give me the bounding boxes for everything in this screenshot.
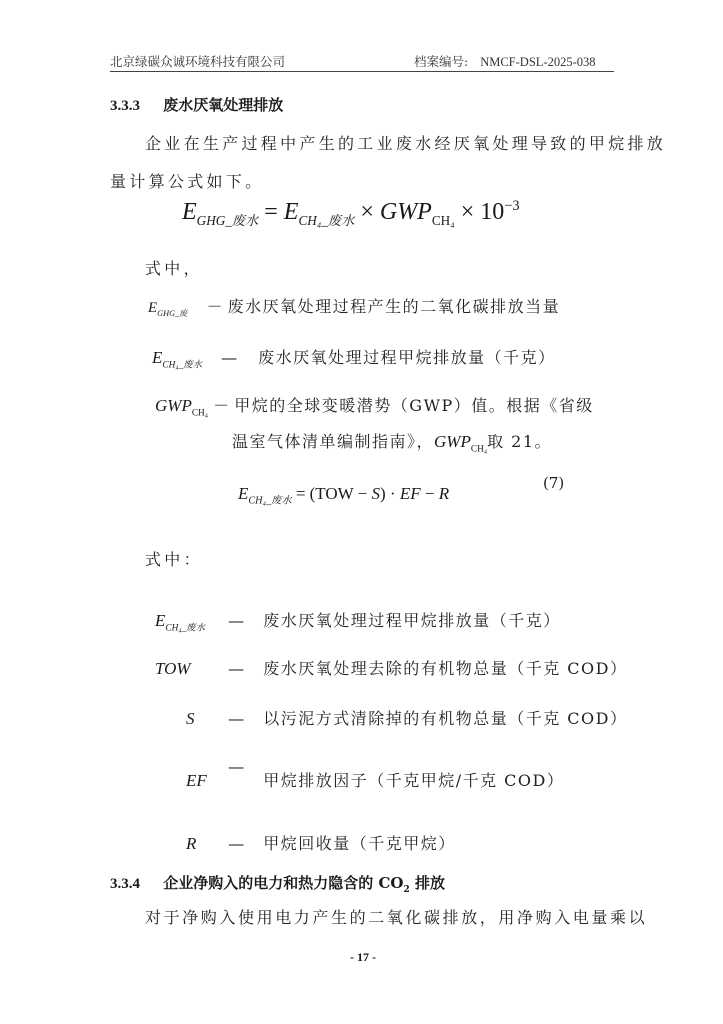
- header-company: 北京绿碳众诚环境科技有限公司: [110, 54, 286, 69]
- header-rule: [110, 71, 614, 72]
- section-title: 废水厌氧处理排放: [163, 96, 284, 114]
- file-number-label: 档案编号:: [414, 54, 469, 69]
- definition-ech4-2: $E_{CH_4\_废水}$ — 废水厌氧处理过程甲烷排放量（千克）: [155, 611, 561, 634]
- section-title: 企业净购入的电力和热力隐含的 $CO_2$ 排放: [163, 874, 445, 895]
- definition-gwp-line2: 温室气体清单编制指南》，$GWP_{CH_4}$取 21。: [232, 432, 553, 455]
- header-file-number: [414, 52, 596, 70]
- file-number-value: NMCF-DSL-2025-038: [480, 55, 596, 69]
- section-number: 3.3.3: [110, 98, 140, 114]
- section-number: 3.3.4: [110, 876, 140, 892]
- definition-ech4: $E_{CH_4\_废水}$ — 废水厌氧处理过程甲烷排放量（千克）: [152, 348, 556, 371]
- intro-line-2: 量计算公式如下。: [110, 172, 265, 191]
- definition-gwp: $GWP_{CH_4}$ － 甲烷的全球变暖潜势（GWP）值。根据《省级: [155, 396, 594, 419]
- where-label-1: 式中，: [145, 259, 203, 278]
- section-heading-334: [110, 872, 445, 895]
- intro-line-1: 企业在生产过程中产生的工业废水经厌氧处理导致的甲烷排放: [145, 134, 667, 153]
- formula-ghg: $E_{GHG\_废水} = E_{CH_4\_废水} \times GWP_{CH_4} \times 10^{-3}$: [182, 198, 520, 228]
- where-label-2: 式中：: [145, 550, 203, 569]
- definition-ef: EF — 甲烷排放因子（千克甲烷/千克 COD）: [186, 757, 565, 790]
- definition-r: R — 甲烷回收量（千克甲烷）: [186, 834, 456, 853]
- definition-tow: TOW — 废水厌氧处理去除的有机物总量（千克 COD）: [155, 659, 628, 678]
- formula-7: $E_{CH_4\_废水} = (TOW - S)$ · EF − R: [238, 484, 450, 507]
- section-334-line-1: 对于净购入使用电力产生的二氧化碳排放，用净购入电量乘以: [145, 908, 648, 927]
- definition-s: S — 以污泥方式清除掉的有机物总量（千克 COD）: [186, 709, 628, 728]
- page-number: - 17 -: [350, 950, 376, 964]
- definition-eghg: $E_{GHG\_废}$ － 废水厌氧处理过程产生的二氧化碳排放当量: [148, 297, 561, 318]
- equation-number: (7): [543, 474, 565, 492]
- section-heading-333: [110, 94, 283, 115]
